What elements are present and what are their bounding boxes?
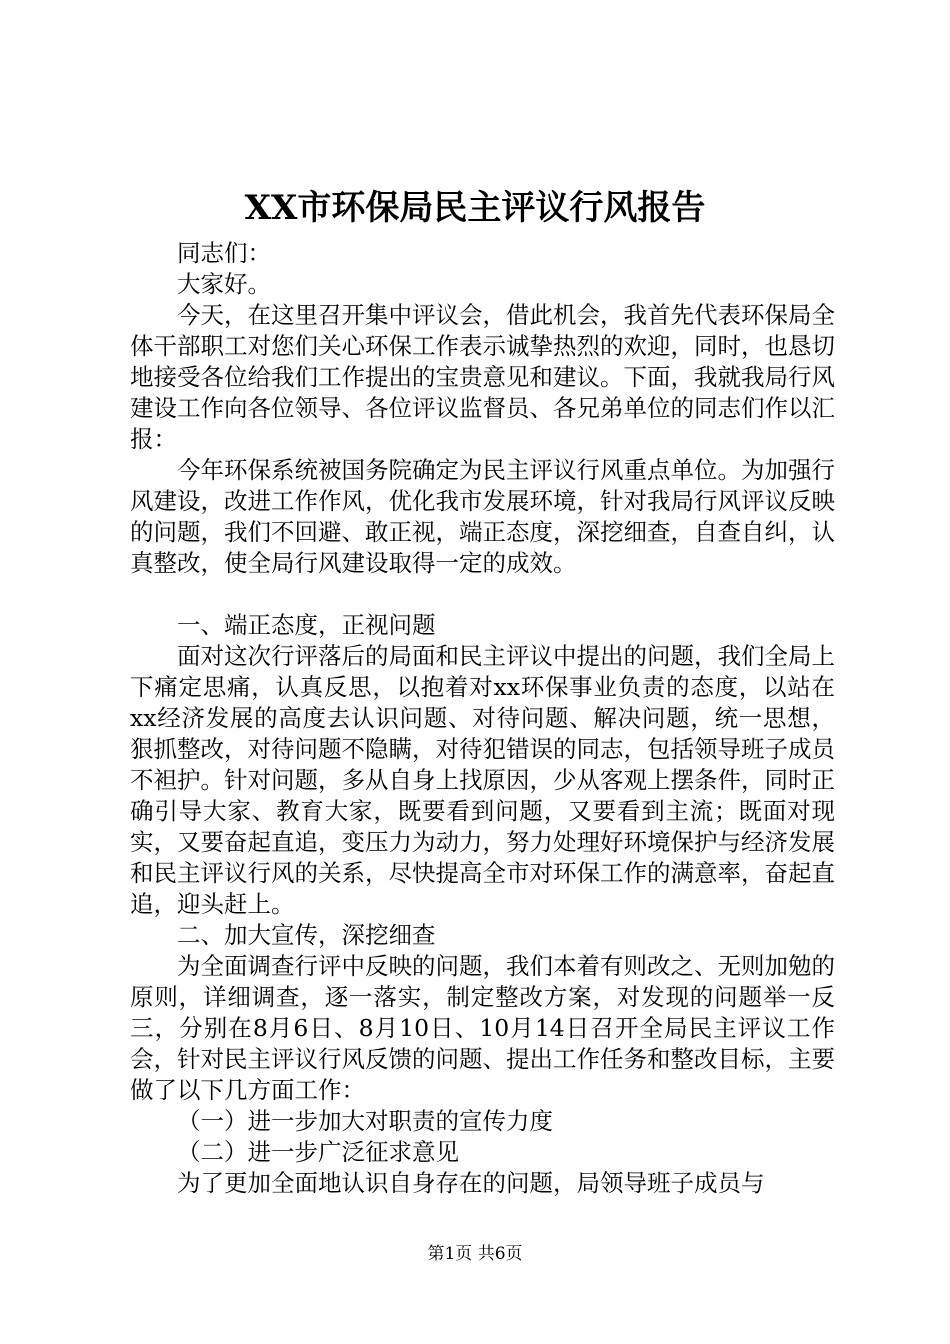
section-1-paragraph: 面对这次行评落后的局面和民主评议中提出的问题，我们全局上下痛定思痛，认真反思，以抱着对xx环保事业负责的态度，以站在xx经济发展的高度去认识问题、对待问题、解决问题，统一思想，狠抓整改，对待问题不隐瞒，对待犯错误的同志，包括领导班子成员不袒护。针对问题，多从自身上找原因，少从客观上摆条件，同时正确引导大家、教育大家，既要看到问题，又要看到主流；既面对现实，又要奋起直追，变压力为动力，努力处理好环境保护与经济发展和民主评议行风的关系，尽快提高全市对环保工作的满意率，奋起直追，迎头赶上。 — [130, 642, 835, 918]
subsection-heading-2: （二）进一步广泛征求意见 — [177, 1138, 459, 1166]
page-footer: 第1页 共6页 — [427, 1244, 523, 1264]
document-title: XX市环保局民主评议行风报告 — [244, 188, 706, 228]
salutation: 同志们： — [177, 239, 271, 267]
section-heading-2: 二、加大宣传，深挖细查 — [177, 921, 436, 949]
subsection-2-paragraph: 为了更加全面地认识自身存在的问题，局领导班子成员与 — [177, 1169, 765, 1197]
subsection-heading-1: （一）进一步加大对职责的宣传力度 — [177, 1107, 553, 1135]
background-paragraph: 今年环保系统被国务院确定为民主评议行风重点单位。为加强行风建设，改进工作作风，优化我市发展环境，针对我局行风评议反映的问题，我们不回避、敢正视，端正态度，深挖细查，自查自纠，认真整改，使全局行风建设取得一定的成效。 — [130, 456, 835, 577]
paragraph-spacer — [130, 579, 835, 610]
document-body — [130, 238, 835, 1199]
section-heading-1: 一、端正态度，正视问题 — [177, 611, 436, 639]
intro-paragraph: 今天，在这里召开集中评议会，借此机会，我首先代表环保局全体干部职工对您们关心环保工作表示诚挚热烈的欢迎，同时，也恳切地接受各位给我们工作提出的宝贵意见和建议。下面，我就我局行风建设工作向各位领导、各位评议监督员、各兄弟单位的同志们作以汇报： — [130, 301, 835, 453]
greeting: 大家好。 — [177, 270, 271, 298]
section-2-paragraph: 为全面调查行评中反映的问题，我们本着有则改之、无则加勉的原则，详细调查，逐一落实，制定整改方案，对发现的问题举一反三，分别在8月6日、8月10日、10月14日召开全局民主评议工作会，针对民主评议行风反馈的问题、提出工作任务和整改目标，主要做了以下几方面工作： — [130, 952, 835, 1104]
